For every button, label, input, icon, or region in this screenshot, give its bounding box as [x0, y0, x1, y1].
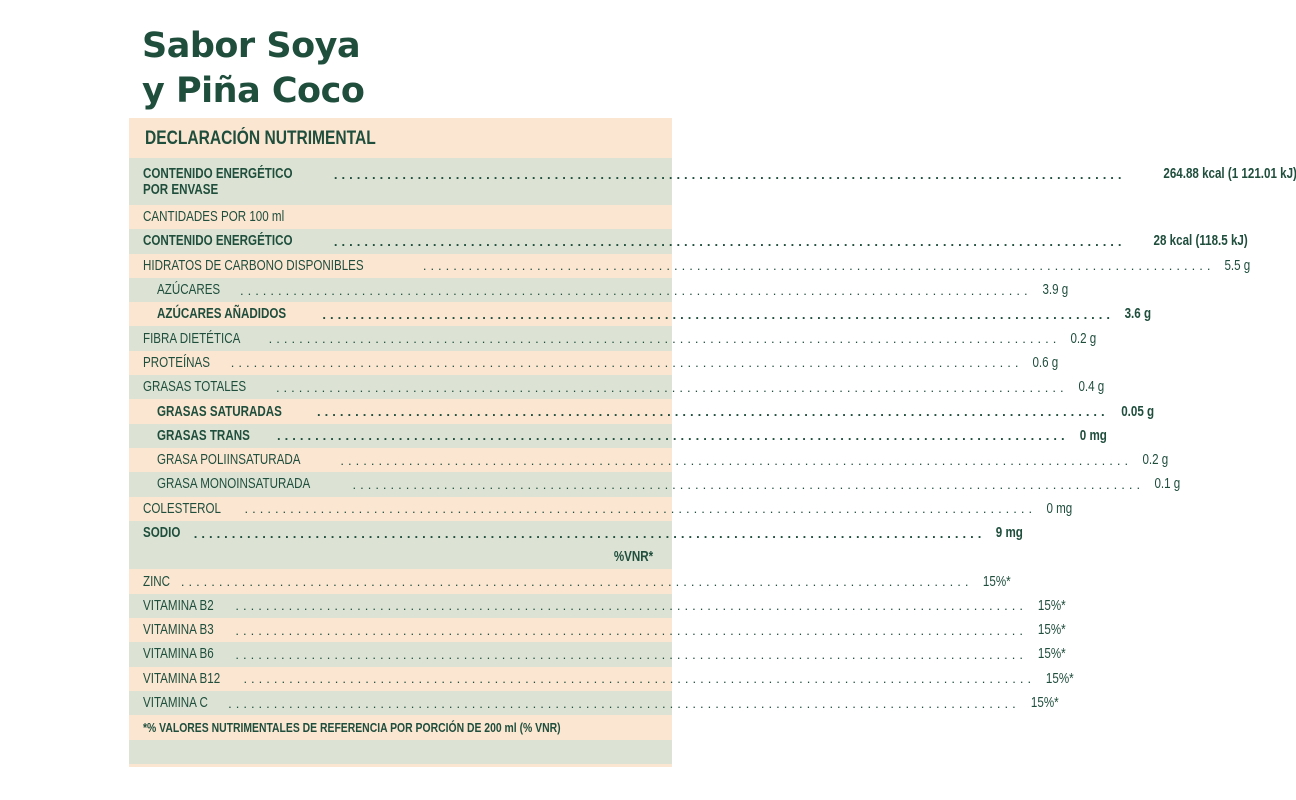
nutrition-panel [129, 118, 1296, 767]
leader-dots: ........................................................................................................ [244, 501, 1037, 517]
nutrient-value: 0.1 g [1154, 476, 1181, 493]
leader-dots: ........................................................................................................ [235, 646, 1028, 662]
vitamin-value: 15%* [1046, 670, 1074, 687]
vitamin-label: VITAMINA B3 [143, 622, 214, 639]
nutrient-value: 0.4 g [1078, 379, 1104, 396]
nutrient-value: 0.05 g [1120, 403, 1154, 420]
leader-dots: ........................................................................................................ [228, 695, 1020, 711]
nutrient-row [129, 229, 1248, 253]
vitamin-value: 15%* [983, 573, 1012, 590]
leader-dots: ........................................................................................................ [193, 525, 986, 541]
leader-dots: ........................................................................................................ [235, 598, 1028, 614]
nutrient-value: 0 mg [1046, 500, 1073, 517]
nutrient-label: CONTENIDO ENERGÉTICO [143, 233, 293, 250]
nutrient-value: 5.5 g [1224, 257, 1251, 274]
vitamin-value: 15%* [1037, 622, 1066, 639]
leader-dots: ........................................................................................................ [243, 671, 1036, 687]
leader-dots: ........................................................................................................ [275, 379, 1068, 395]
nutrient-row [129, 375, 1104, 399]
nutrient-row [129, 521, 1024, 545]
leader-dots: ........................................................................................................ [352, 476, 1145, 492]
nutrient-label: COLESTEROL [143, 500, 221, 517]
nutrient-label: AZÚCARES [157, 282, 221, 299]
vitamin-label: VITAMINA B2 [143, 597, 214, 614]
amounts-heading-row [129, 205, 672, 229]
nutrient-row [129, 497, 1073, 521]
vitamin-label: VITAMINA B6 [143, 646, 214, 663]
leader-dots: ........................................................................................................ [180, 574, 973, 590]
nutrient-label: AZÚCARES AÑADIDOS [157, 306, 287, 323]
nutrient-row [129, 254, 1251, 278]
vitamin-row [129, 667, 1074, 691]
nutrient-value: 3.9 g [1042, 282, 1068, 299]
vitamin-row [129, 618, 1066, 642]
nutrient-row [129, 302, 1152, 326]
energy-per-package-value: 264.88 kcal (1 121.01 kJ) [1162, 166, 1296, 183]
energy-per-package-row [129, 158, 1296, 205]
leader-dots: ........................................................................................................ [239, 282, 1032, 298]
energy-per-package-label-line-2: POR ENVASE [143, 182, 219, 198]
nutrient-label: PROTEÍNAS [143, 354, 211, 371]
leader-dots: ........................................................................................................ [422, 258, 1215, 274]
vitamin-label: VITAMINA C [143, 695, 208, 712]
leader-dots: ........................................................................................................ [317, 404, 1109, 420]
leader-dots: ........................................................................................................ [277, 428, 1069, 444]
leader-dots: ........................................................................................................ [322, 306, 1115, 322]
nutrient-row [129, 472, 1181, 496]
leader-dots: ........................................................................................................ [333, 233, 1126, 249]
nutrient-label: GRASAS SATURADAS [157, 403, 282, 420]
amounts-heading: CANTIDADES POR 100 ml [143, 209, 285, 226]
vitamin-row [129, 642, 1066, 666]
nutrient-label: SODIO [143, 525, 181, 541]
vitamin-value: 15%* [1030, 695, 1059, 712]
nutrient-value: 0.2 g [1070, 330, 1097, 347]
leader-dots: ........................................................................................................ [230, 355, 1023, 371]
nutrient-label: HIDRATOS DE CARBONO DISPONIBLES [143, 257, 364, 274]
footnote-row [129, 715, 672, 739]
vitamin-label: ZINC [143, 573, 171, 590]
nutrient-row [129, 448, 1169, 472]
nutrient-label: FIBRA DIETÉTICA [143, 330, 241, 347]
empty-band-row [129, 740, 672, 764]
nutrition-rows [129, 158, 1296, 764]
vitamin-value: 15%* [1037, 646, 1066, 663]
nutrient-value: 28 kcal (118.5 kJ) [1153, 233, 1248, 250]
vnr-heading: %VNR* [613, 549, 653, 566]
vitamin-row [129, 569, 1012, 593]
vitamin-row [129, 691, 1059, 715]
nutrient-value: 9 mg [996, 525, 1024, 541]
vitamin-row [129, 594, 1066, 618]
vitamin-label: VITAMINA B12 [143, 670, 221, 687]
nutrient-row [129, 278, 1068, 302]
energy-per-package-label: CONTENIDO ENERGÉTICO [143, 166, 293, 183]
product-title-line-1: Sabor Soya [142, 26, 361, 66]
nutrition-panel-title: DECLARACIÓN NUTRIMENTAL [145, 128, 376, 149]
nutrient-value: 3.6 g [1124, 306, 1152, 323]
leader-dots: ........................................................................................................ [268, 331, 1061, 347]
nutrient-value: 0 mg [1079, 427, 1107, 444]
nutrient-label: GRASAS TOTALES [143, 379, 247, 396]
nutrient-label: GRASA POLIINSATURADA [157, 452, 301, 469]
vnr-heading-row [129, 545, 672, 569]
footnote: *% VALORES NUTRIMENTALES DE REFERENCIA POR PORCIÓN DE 200 ml (% VNR) [143, 719, 561, 735]
leader-dots: ........................................................................................................ [333, 166, 1126, 182]
leader-dots: ........................................................................................................ [340, 452, 1133, 468]
leader-dots: ........................................................................................................ [235, 622, 1028, 638]
nutrient-label: GRASAS TRANS [157, 427, 250, 444]
nutrient-row [129, 326, 1097, 350]
nutrient-value: 0.2 g [1142, 452, 1169, 469]
nutrient-row [129, 351, 1059, 375]
nutrient-row [129, 424, 1107, 448]
vitamin-value: 15%* [1037, 597, 1066, 614]
product-title-line-2: y Piña Coco [142, 71, 365, 111]
nutrient-row [129, 399, 1154, 423]
nutrient-label: GRASA MONOINSATURADA [157, 476, 311, 493]
product-title [142, 24, 364, 114]
nutrient-value: 0.6 g [1032, 354, 1059, 371]
